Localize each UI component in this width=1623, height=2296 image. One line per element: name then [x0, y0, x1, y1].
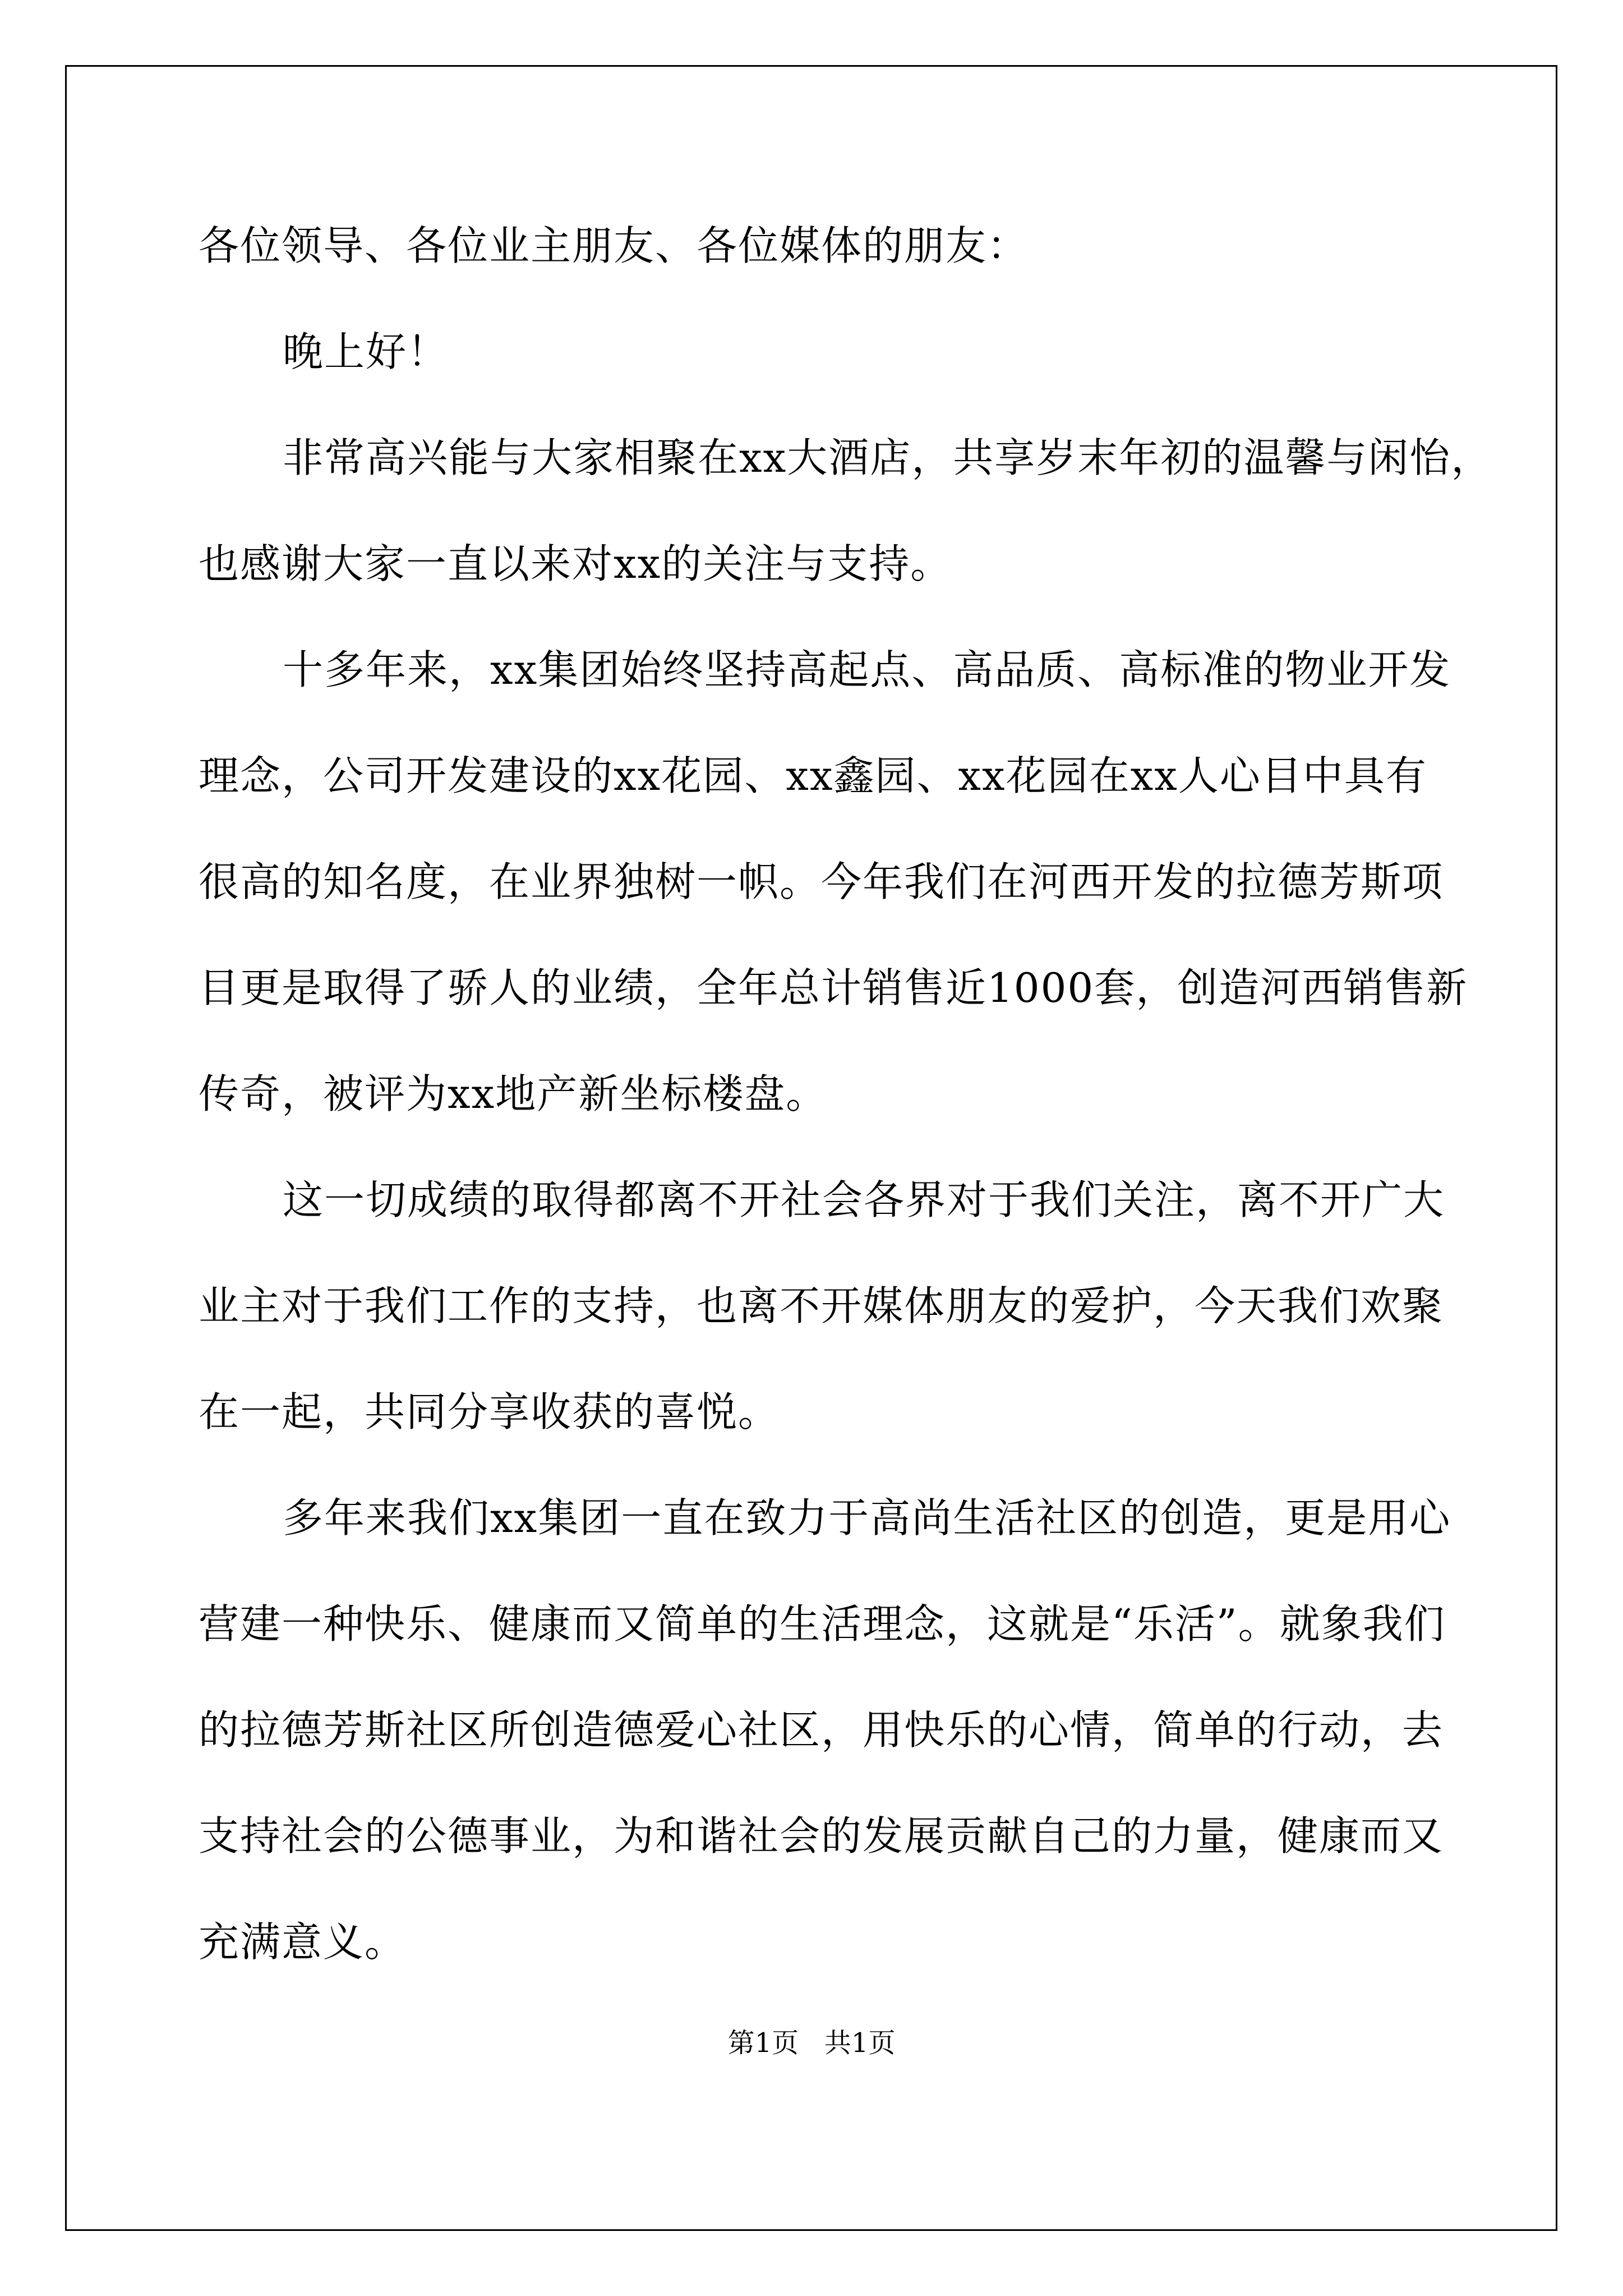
paragraph-line: 很高的知名度，在业界独树一帜。今年我们在河西开发的拉德芳斯项 [199, 858, 1444, 905]
paragraph-line: 业主对于我们工作的支持，也离不开媒体朋友的爱护，今天我们欢聚 [199, 1282, 1444, 1329]
greeting: 晚上好！ [283, 328, 449, 375]
paragraph-line: 在一起，共同分享收获的喜悦。 [199, 1388, 780, 1435]
paragraph-line: 这一切成绩的取得都离不开社会各界对于我们关注，离不开广大 [283, 1176, 1445, 1223]
paragraph-3 [199, 1173, 1445, 1439]
salutation: 各位领导、各位业主朋友、各位媒体的朋友： [199, 222, 1029, 269]
paragraph-line: 也感谢大家一直以来对xx的关注与支持。 [199, 540, 952, 587]
paragraph-line: 充满意义。 [199, 1918, 407, 1966]
paragraph-line: 的拉德芳斯社区所创造德爱心社区，用快乐的心情，简单的行动，去 [199, 1706, 1444, 1754]
paragraph-line: 理念，公司开发建设的xx花园、xx鑫园、xx花园在xx人心目中具有 [199, 752, 1427, 799]
page-number-footer: 第1页 共1页 [727, 2027, 896, 2059]
paragraph-1 [199, 431, 1493, 591]
document-body [199, 219, 1493, 1969]
paragraph-line: 十多年来，xx集团始终坚持高起点、高品质、高标准的物业开发 [283, 646, 1451, 693]
paragraph-line: 传奇，被评为xx地产新坐标楼盘。 [199, 1070, 828, 1117]
paragraph-4 [199, 1491, 1451, 1969]
paragraph-2 [199, 643, 1468, 1121]
paragraph-line: 目更是取得了骄人的业绩，全年总计销售近1000套，创造河西销售新 [199, 964, 1468, 1011]
paragraph-line: 多年来我们xx集团一直在致力于高尚生活社区的创造，更是用心 [283, 1494, 1451, 1542]
paragraph-line: 支持社会的公德事业，为和谐社会的发展贡献自己的力量，健康而又 [199, 1812, 1444, 1860]
paragraph-line: 营建一种快乐、健康而又简单的生活理念，这就是“乐活”。就象我们 [199, 1600, 1446, 1648]
paragraph-line: 非常高兴能与大家相聚在xx大酒店，共享岁末年初的温馨与闲怡， [283, 434, 1493, 481]
